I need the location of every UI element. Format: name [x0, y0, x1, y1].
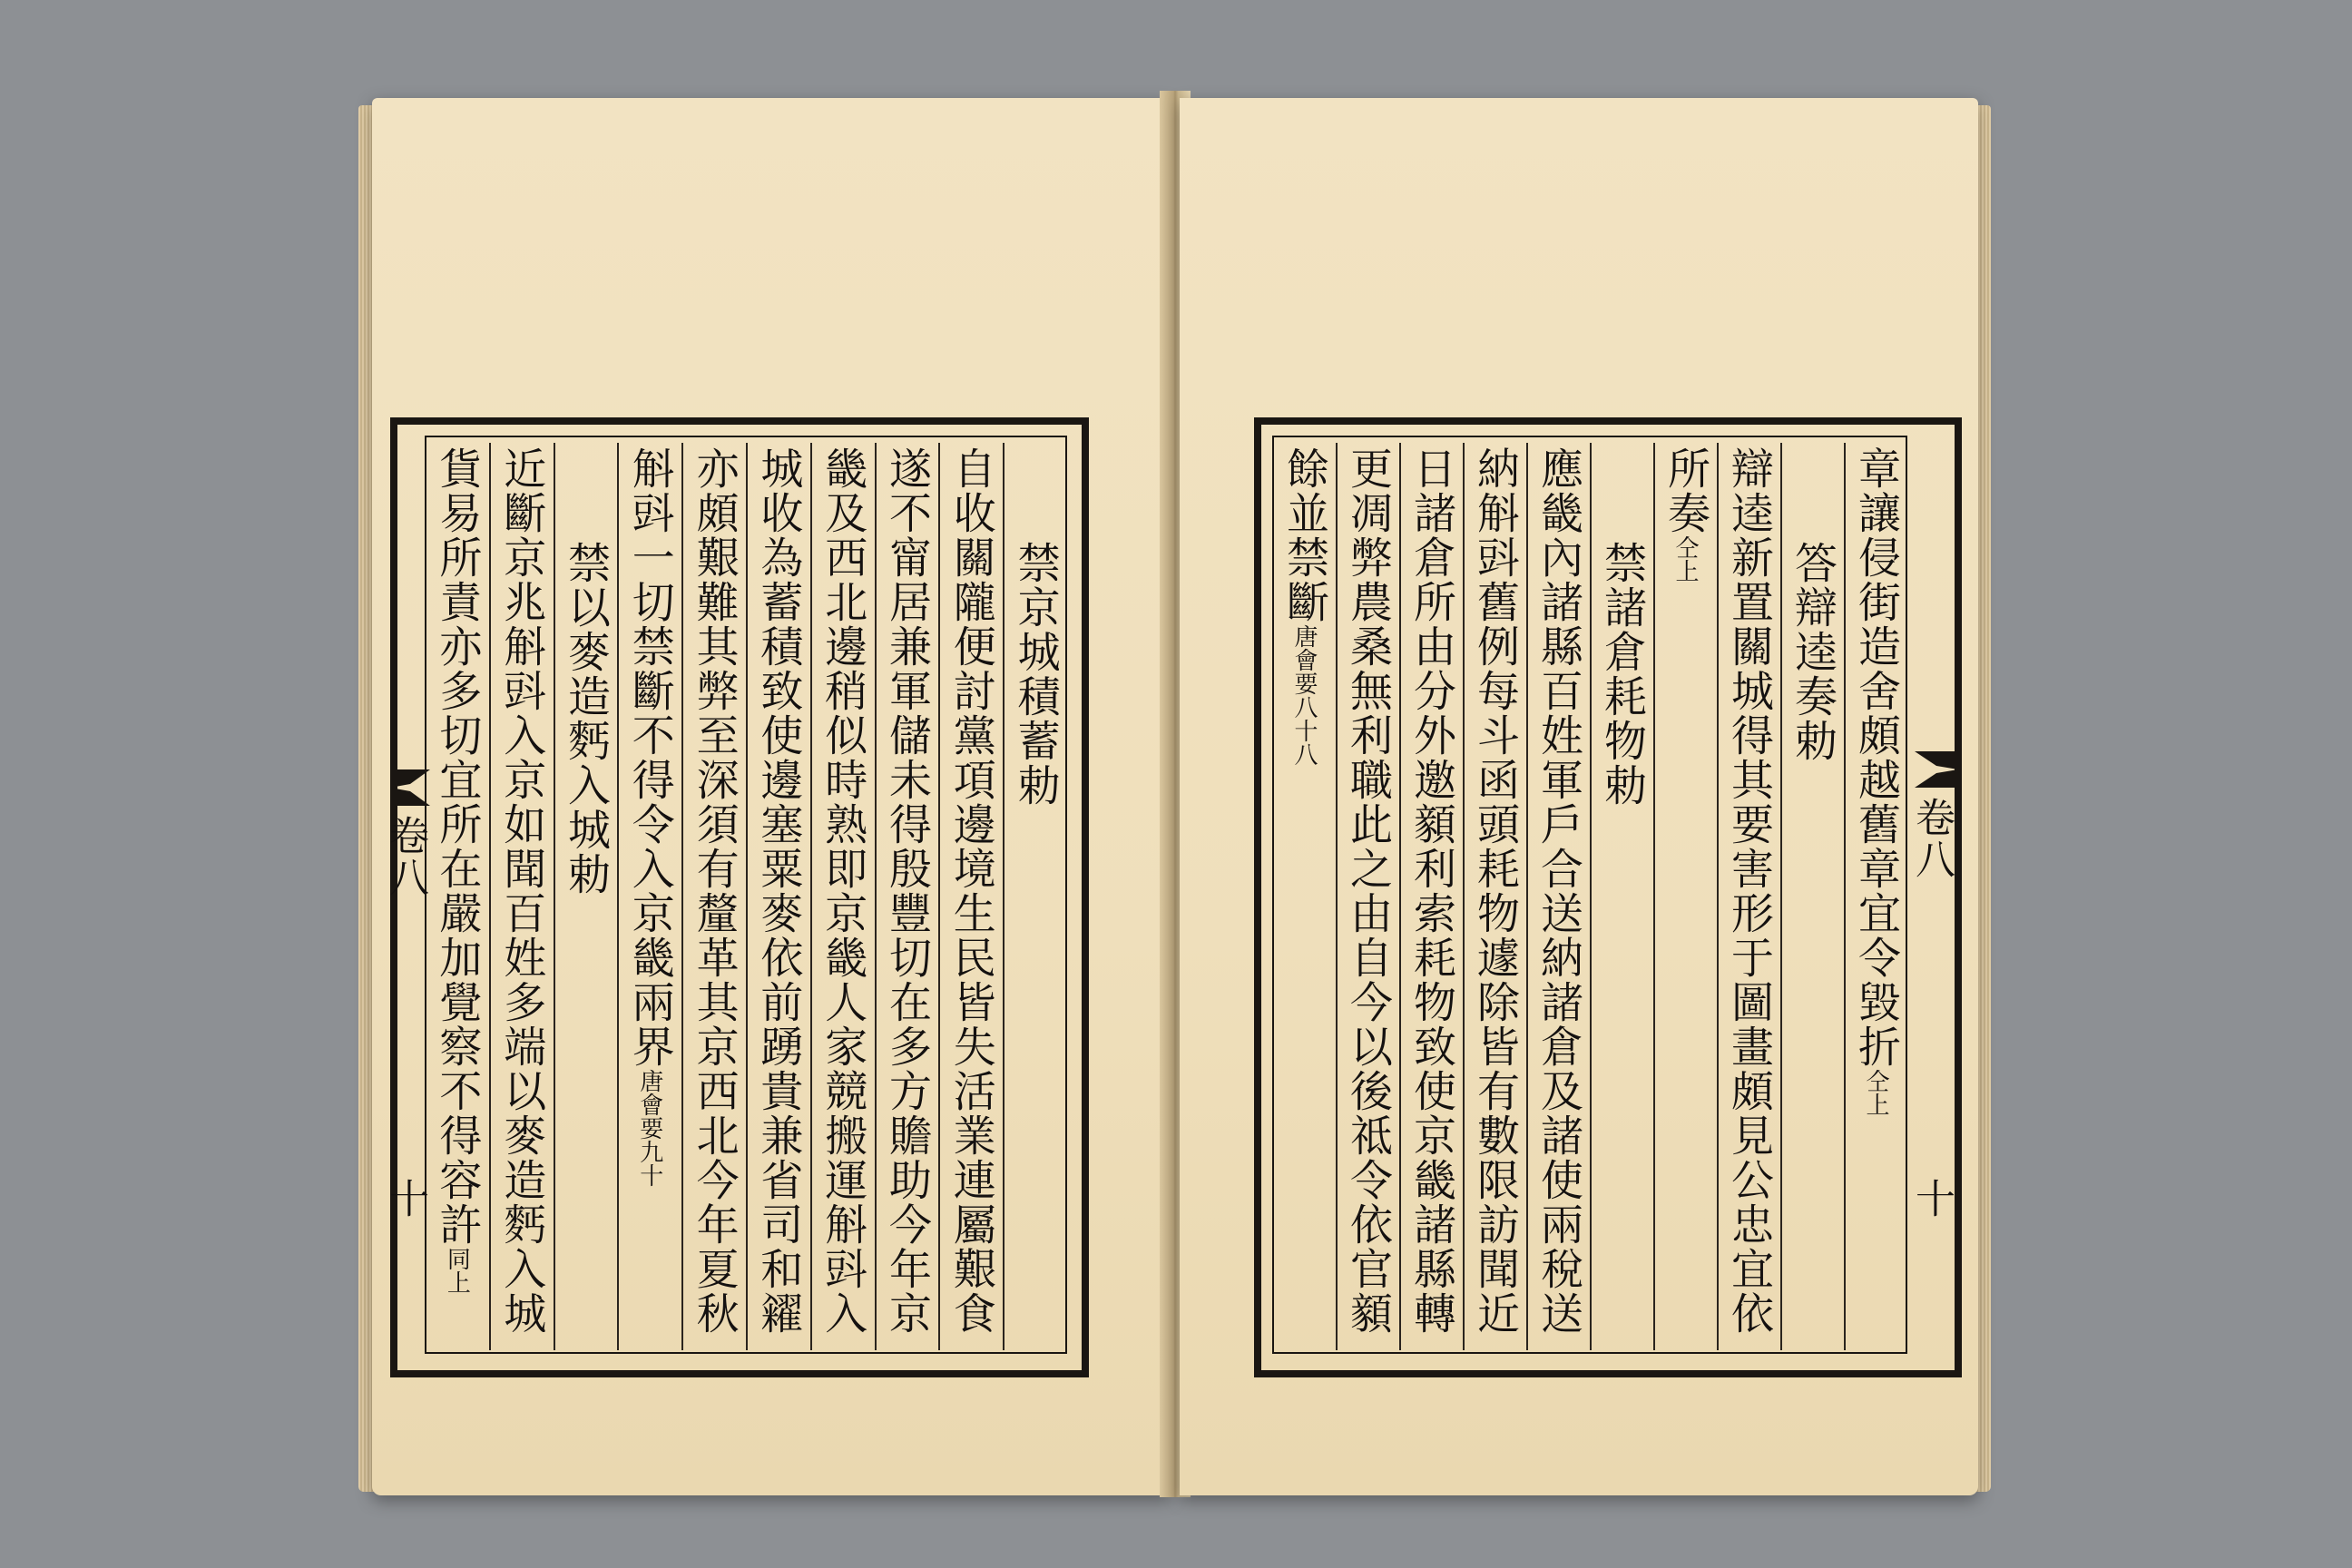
column-rule	[1590, 443, 1592, 1350]
column-text: 章讓侵街造舍頗越舊章宜令毀折	[1851, 446, 1901, 1069]
column-text: 近斷京兆斛㪷入京如聞百姓多端以麥造麫入城	[496, 446, 547, 1336]
column-rule	[1463, 443, 1465, 1350]
right-folio: 十	[1908, 1178, 1955, 1220]
column-rule	[1003, 443, 1004, 1350]
column-rule	[681, 443, 683, 1350]
text-column	[1850, 446, 1901, 1116]
right-fish-tail	[1915, 751, 1958, 788]
text-column	[1723, 446, 1774, 1336]
column-rule	[1780, 443, 1782, 1350]
column-rule	[1399, 443, 1401, 1350]
text-column	[1533, 446, 1583, 1336]
column-text: 更凋弊農桑無利職此之由自今以後祗令依官顡	[1343, 446, 1393, 1336]
text-column	[1279, 446, 1329, 766]
column-text: 辯逵新置關城得其要害形于圖畫頗見公忠宜依	[1724, 446, 1774, 1336]
source-note: 仝上	[1862, 1069, 1889, 1116]
column-text: 斛㪷一切禁斷不得令入京畿兩界	[624, 446, 675, 1069]
text-column	[1596, 541, 1647, 808]
text-column	[431, 446, 482, 1294]
text-column	[1406, 446, 1456, 1336]
text-column	[1010, 541, 1061, 808]
column-rule	[1653, 443, 1655, 1350]
column-rule	[746, 443, 748, 1350]
left-folio: 十	[382, 1178, 428, 1220]
column-text: 亦頗艱難其弊至深須有釐革其京西北今年夏秋	[689, 446, 740, 1336]
right-margin-label: 卷八	[1908, 797, 1955, 880]
column-text: 所奏	[1661, 446, 1710, 535]
column-text: 應畿內諸縣百姓軍戶合送納諸倉及諸使兩稅送	[1534, 446, 1583, 1336]
column-text: 遂不甯居兼軍儲未得殷豐切在多方贍助今年京	[882, 446, 932, 1336]
column-rule	[810, 443, 812, 1350]
column-rule	[617, 443, 619, 1350]
column-rule	[554, 443, 555, 1350]
text-column	[752, 446, 803, 1336]
column-rule	[489, 443, 491, 1350]
text-column	[817, 446, 867, 1336]
column-text: 禁京城積蓄勅	[1010, 541, 1061, 808]
column-rule	[938, 443, 940, 1350]
column-rule	[1844, 443, 1846, 1350]
column-text: 納斛㪷舊例每斗函頭耗物遽除皆有數限訪聞近	[1470, 446, 1520, 1336]
text-column	[1660, 446, 1710, 583]
source-note: 同上	[443, 1247, 471, 1294]
text-column	[881, 446, 932, 1336]
column-text: 餘並禁斷	[1279, 446, 1329, 624]
text-column	[624, 446, 675, 1187]
text-column	[560, 541, 611, 897]
column-rule	[1717, 443, 1719, 1350]
left-margin-label: 卷八	[382, 815, 428, 898]
column-text: 答辯逵奏勅	[1788, 541, 1838, 763]
column-text: 日諸倉所由分外邀顡利索耗物致使京畿諸縣轉	[1406, 446, 1456, 1336]
source-note: 唐會要八十八	[1290, 624, 1318, 766]
column-text: 畿及西北邊稍似時熟即京畿人家競搬運斛㪷入	[818, 446, 868, 1336]
text-column	[1469, 446, 1520, 1336]
column-rule	[875, 443, 877, 1350]
text-column	[1342, 446, 1393, 1336]
column-rule	[1526, 443, 1528, 1350]
right-text-columns	[1272, 443, 1907, 1350]
source-note: 唐會要九十	[635, 1069, 663, 1187]
source-note: 仝上	[1671, 535, 1699, 583]
right-page	[1180, 98, 1978, 1495]
column-text: 自收關隴便討黨項邊境生民皆失活業連屬艱食	[946, 446, 996, 1336]
column-text: 貨易所責亦多切宜所在嚴加覺察不得容許	[432, 446, 483, 1247]
column-text: 禁諸倉耗物勅	[1597, 541, 1647, 808]
column-text: 城收為蓄積致使邊塞粟麥依前踴貴兼省司和糴	[753, 446, 804, 1336]
left-text-columns	[425, 443, 1067, 1350]
text-column	[946, 446, 996, 1336]
column-rule	[1336, 443, 1338, 1350]
text-column	[1787, 541, 1838, 763]
column-text: 禁以麥造麫入城勅	[561, 541, 611, 897]
text-column	[495, 446, 546, 1336]
text-column	[689, 446, 740, 1336]
left-page	[372, 98, 1171, 1495]
